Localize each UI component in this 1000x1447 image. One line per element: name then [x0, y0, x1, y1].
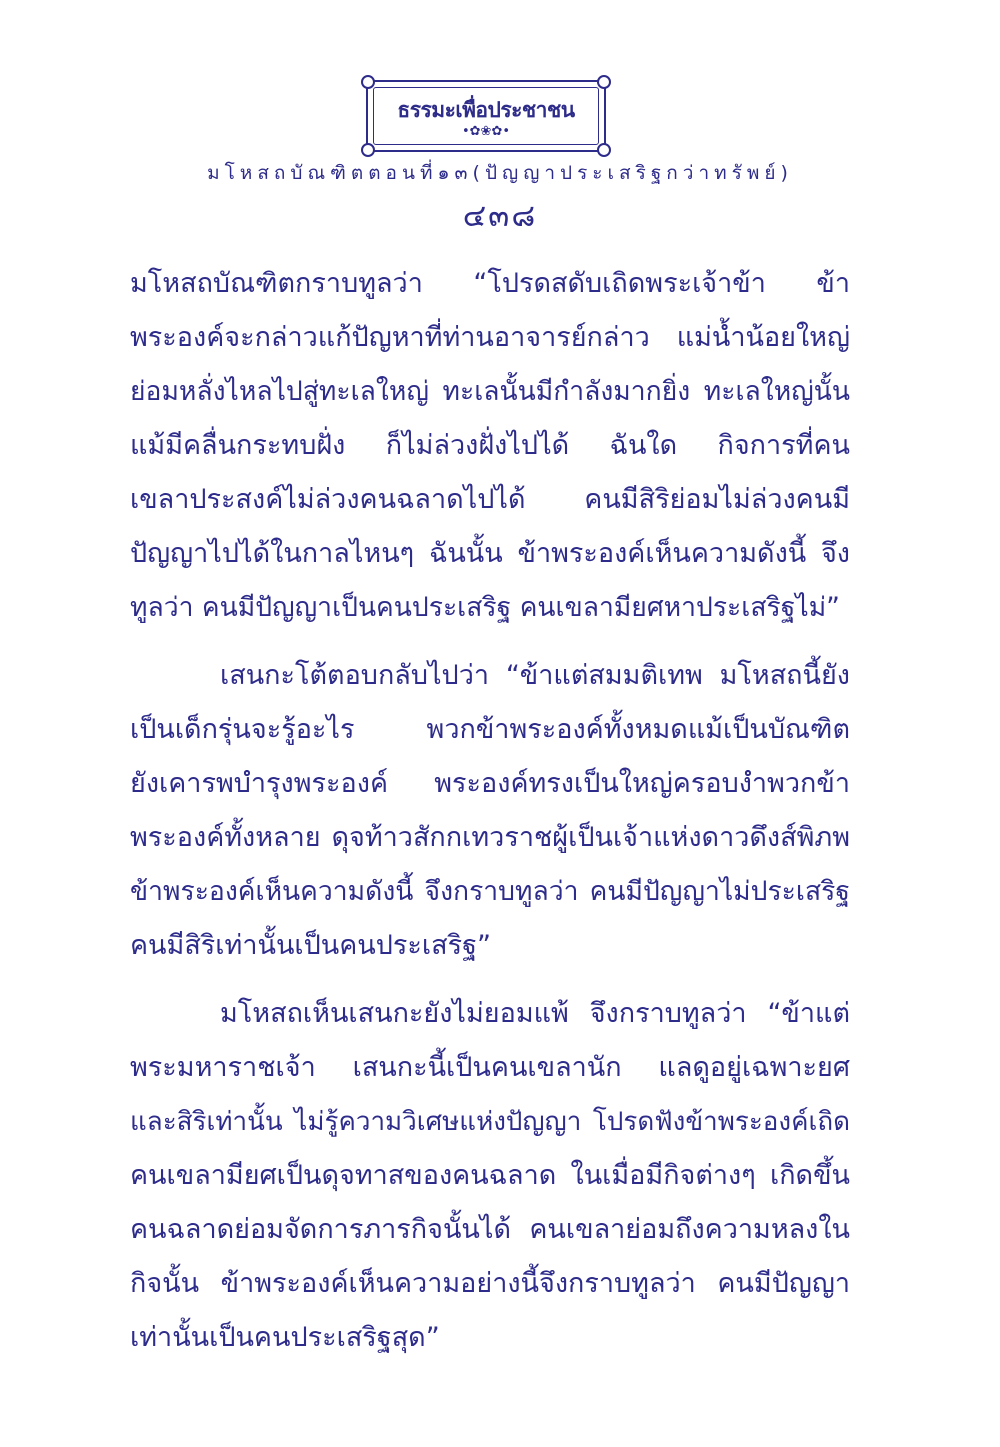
- text-line: คนฉลาดย่อมจัดการภารกิจนั้นได้ คนเขลาย่อมถึงความหลงใน: [130, 1214, 850, 1245]
- text-line: พระองค์จะกล่าวแก้ปัญหาที่ท่านอาจารย์กล่าว แม่น้ำน้อยใหญ่: [130, 322, 850, 353]
- text-line: ปัญญาไปได้ในกาลไหนๆ ฉันนั้น ข้าพระองค์เห็นความดังนี้ จึง: [130, 538, 850, 569]
- logo-corner-ornament: [361, 75, 375, 89]
- text-line: ยังเคารพบำรุงพระองค์ พระองค์ทรงเป็นใหญ่ครอบงำพวกข้า: [130, 768, 850, 799]
- text-line: เขลาประสงค์ไม่ล่วงคนฉลาดไปได้ คนมีสิริย่อมไม่ล่วงคนมี: [130, 484, 850, 515]
- text-line: มโหสถเห็นเสนกะยังไม่ยอมแพ้ จึงกราบทูลว่า “ข้าแต่: [220, 998, 850, 1029]
- text-line: คนเขลามียศเป็นดุจทาสของคนฉลาด ในเมื่อมีกิจต่างๆ เกิดขึ้น: [130, 1160, 850, 1191]
- logo-text: ธรรมะเพื่อประชาชน: [397, 98, 575, 122]
- text-line: พระองค์ทั้งหลาย ดุจท้าวสักกเทวราชผู้เป็นเจ้าแห่งดาวดึงส์พิภพ: [130, 822, 850, 853]
- text-line: แม้มีคลื่นกระทบฝั่ง ก็ไม่ล่วงฝั่งไปได้ ฉันใด กิจการที่คน: [130, 430, 850, 461]
- paragraph: [130, 257, 850, 635]
- logo-corner-ornament: [597, 75, 611, 89]
- text-line: ทูลว่า คนมีปัญญาเป็นคนประเสริฐ คนเขลามียศหาประเสริฐไม่”: [130, 592, 840, 623]
- body-text: [130, 257, 850, 1365]
- text-line: พระมหาราชเจ้า เสนกะนี้เป็นคนเขลานัก แลดูอยู่เฉพาะยศ: [130, 1052, 850, 1083]
- text-line: เป็นเด็กรุ่นจะรู้อะไร พวกข้าพระองค์ทั้งหมดแม้เป็นบัณฑิต: [130, 714, 850, 745]
- page-number: ๔๓๘: [462, 198, 538, 234]
- text-line: และสิริเท่านั้น ไม่รู้ความวิเศษแห่งปัญญา โปรดฟังข้าพระองค์เถิด: [130, 1107, 850, 1137]
- logo-corner-ornament: [361, 143, 375, 157]
- paragraph: [130, 987, 850, 1365]
- logo-ornament-icon: •✿❀✿•: [461, 124, 510, 139]
- text-line: เท่านั้นเป็นคนประเสริฐสุด”: [130, 1322, 440, 1353]
- text-line: เสนกะโต้ตอบกลับไปว่า “ข้าแต่สมมติเทพ มโหสถนี้ยัง: [220, 660, 850, 691]
- publisher-logo: [366, 80, 606, 152]
- text-line: กิจนั้น ข้าพระองค์เห็นความอย่างนี้จึงกราบทูลว่า คนมีปัญญา: [130, 1268, 850, 1299]
- text-line: ย่อมหลั่งไหลไปสู่ทะเลใหญ่ ทะเลนั้นมีกำลังมากยิ่ง ทะเลใหญ่นั้น: [130, 376, 850, 407]
- text-line: คนมีสิริเท่านั้นเป็นคนประเสริฐ”: [130, 930, 491, 961]
- text-line: ข้าพระองค์เห็นความดังนี้ จึงกราบทูลว่า คนมีปัญญาไม่ประเสริฐ: [130, 876, 850, 907]
- text-line: มโหสถบัณฑิตกราบทูลว่า “โปรดสดับเถิดพระเจ้าข้า ข้า: [130, 268, 850, 299]
- paragraph: [130, 649, 850, 973]
- running-header: มโหสถบัณฑิตตอนที่๑๓(ปัญญาประเสริฐกว่าทรัพย์): [207, 162, 793, 184]
- logo-corner-ornament: [597, 143, 611, 157]
